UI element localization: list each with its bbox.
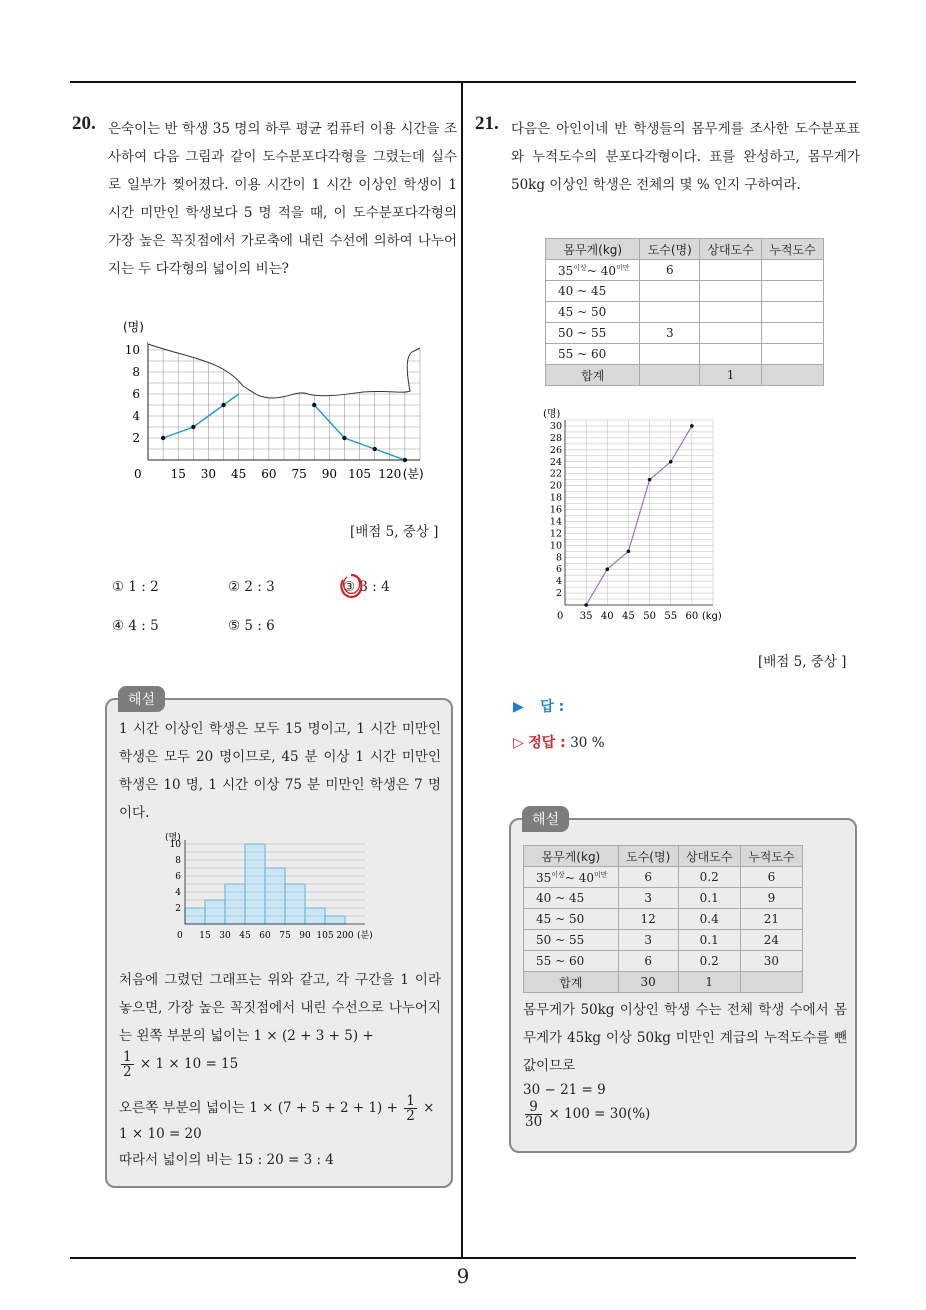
explain-paragraph-2: 30 − 21 = 9 — [523, 1082, 606, 1098]
y-tick-label: 4 — [555, 576, 562, 588]
y-axis-label: (명) — [165, 833, 181, 843]
x-tick-label: 40 — [600, 611, 614, 622]
y-tick-label: 2 — [555, 588, 562, 600]
choice-3-value: 3 : 4 — [359, 579, 390, 595]
q20-explanation-box — [105, 698, 453, 1188]
y-tick-label: 28 — [549, 432, 562, 444]
data-point — [648, 478, 652, 482]
table-row: 45 ~ 50 — [546, 302, 824, 323]
data-point — [342, 436, 346, 440]
x-tick-label: 120 — [378, 467, 402, 481]
x-tick-label: 15 — [170, 467, 186, 481]
x-tick-label: 105 — [348, 467, 372, 481]
table-row: 55 ~ 60 — [546, 344, 824, 365]
data-point — [312, 403, 316, 407]
x-tick-label: 35 — [579, 611, 593, 622]
choice-4[interactable]: ④ 4 : 5 — [112, 618, 159, 634]
explain-paragraph-1: 몸무게가 50kg 이상인 학생 수는 전체 학생 수에서 몸무게가 45kg 이상 50kg 미만인 계급의 누적도수를 뺀 값이므로 — [523, 1002, 847, 1074]
x-tick-label: 15 — [199, 931, 211, 941]
x-tick-label: 45 — [231, 467, 247, 481]
y-tick-label: 22 — [549, 468, 562, 480]
x-tick-label: 55 — [664, 611, 678, 622]
data-point — [690, 424, 694, 428]
x-tick-label: 0 — [557, 611, 564, 622]
x-tick-label: 0 — [134, 467, 142, 481]
data-point — [669, 460, 673, 464]
x-tick-label: 60 — [685, 611, 699, 622]
q20-histogram — [167, 832, 417, 952]
header-cumulative: 누적도수 — [762, 239, 824, 260]
x-axis-label: (분) — [357, 931, 373, 941]
table-row: 50 ~ 55 3 — [546, 323, 824, 344]
correct-label: 정답 : — [528, 735, 566, 751]
data-point — [584, 603, 588, 607]
header-frequency: 도수(명) — [640, 239, 700, 260]
question-21 — [475, 115, 860, 199]
y-axis-label: (명) — [123, 320, 144, 334]
fraction-half: $\frac{1}{2}$ — [123, 1049, 132, 1080]
histogram-bar — [325, 916, 345, 924]
q21-explanation-box — [509, 818, 857, 1153]
data-point — [161, 436, 165, 440]
y-tick-label: 14 — [549, 516, 562, 528]
data-point — [627, 549, 631, 553]
x-tick-label: 60 — [259, 931, 271, 941]
x-tick-label: 30 — [200, 467, 217, 481]
y-tick-label: 18 — [549, 492, 562, 504]
x-tick-label: 105 — [316, 931, 334, 941]
y-tick-label: 10 — [549, 540, 562, 552]
y-tick-label: 8 — [555, 552, 562, 564]
y-tick-label: 10 — [169, 840, 181, 850]
page-number: 9 — [456, 1264, 470, 1288]
table-row: 40 ~ 45 — [546, 281, 824, 302]
y-tick-label: 10 — [124, 343, 140, 357]
explain-paragraph-3: $\frac{9}{30}$ × 100 = 30(%) — [525, 1099, 651, 1130]
x-tick-label: 90 — [321, 467, 337, 481]
q20-polygon-chart — [118, 318, 438, 488]
x-tick-label: 200 — [336, 931, 354, 941]
x-tick-label: 50 — [643, 611, 656, 622]
torn-area — [148, 340, 420, 398]
x-tick-label: 75 — [279, 931, 291, 941]
top-rule — [70, 81, 856, 83]
question-number: 21. — [475, 113, 499, 134]
y-tick-label: 24 — [549, 456, 562, 468]
table-total-row: 합계 1 — [546, 365, 824, 386]
column-divider — [461, 83, 463, 1258]
y-tick-label: 6 — [555, 564, 562, 576]
y-tick-label: 30 — [549, 420, 562, 432]
x-tick-label: 90 — [299, 931, 311, 941]
triangle-outline-icon: ▷ — [513, 735, 524, 751]
table-row: 40 ~ 45 3 0.1 9 — [524, 888, 803, 909]
histogram-bar — [265, 868, 285, 924]
answer-row — [513, 695, 689, 716]
answer-label: 답 : — [540, 699, 565, 715]
y-tick-label: 4 — [132, 409, 140, 423]
header-weight: 몸무게(kg) — [546, 239, 640, 260]
table-row: $35^{이상}\sim$ $40^{미만}$ 6 — [546, 260, 824, 281]
q21-score: [배점 5, 중상 ] — [758, 654, 847, 670]
y-tick-label: 6 — [175, 872, 181, 882]
table-row: 45 ~ 50 12 0.4 21 — [524, 909, 803, 930]
question-20 — [72, 115, 457, 283]
y-tick-label: 2 — [132, 431, 140, 445]
data-point — [403, 458, 407, 462]
header-cumulative: 누적도수 — [740, 846, 802, 867]
question-number: 20. — [72, 113, 96, 134]
fraction-9-30: $\frac{9}{30}$ — [525, 1099, 543, 1130]
correct-value: 30 % — [570, 735, 605, 751]
y-tick-label: 8 — [132, 365, 140, 379]
y-tick-label: 12 — [549, 528, 562, 540]
y-tick-label: 2 — [175, 904, 181, 914]
explain-paragraph-3: $\frac{1}{2}$ × 1 × 10 = 15 — [123, 1049, 239, 1080]
choice-5[interactable]: ⑤ 5 : 6 — [228, 618, 275, 634]
table-row: 55 ~ 60 6 0.2 30 — [524, 951, 803, 972]
x-tick-label: 0 — [177, 931, 183, 941]
y-tick-label: 8 — [175, 856, 181, 866]
y-tick-label: 6 — [132, 387, 140, 401]
table-total-row: 합계 30 1 — [524, 972, 803, 993]
header-relative: 상대도수 — [678, 846, 740, 867]
table-row: 50 ~ 55 3 0.1 24 — [524, 930, 803, 951]
data-point — [372, 447, 376, 451]
x-tick-label: 75 — [291, 467, 307, 481]
question-text: 다음은 아인이네 반 학생들의 몸무게를 조사한 도수분포표와 누적도수의 분포다각형이다. 표를 완성하고, 몸무게가 50kg 이상인 학생은 전체의 몇 % 인지 구하여라. — [511, 121, 860, 193]
q21-solution-table — [523, 845, 803, 993]
red-circle-mark-icon — [338, 572, 364, 600]
x-tick-label: 45 — [239, 931, 251, 941]
choice-3-mark: ③ — [343, 579, 356, 595]
bottom-rule — [70, 1257, 856, 1259]
x-axis-label: (kg) — [701, 611, 722, 622]
explain-paragraph-4: 오른쪽 부분의 넓이는 1 × (7 + 5 + 2 + 1) + $\frac{1}{2}$ × — [119, 1093, 435, 1124]
data-point — [221, 403, 225, 407]
header-frequency: 도수(명) — [618, 846, 678, 867]
q21-frequency-table — [545, 238, 824, 386]
data-point — [605, 567, 609, 571]
explain-paragraph-1: 1 시간 이상인 학생은 모두 15 명이고, 1 시간 미만인 학생은 모두 20 명이므로, 45 분 이상 1 시간 미만인 학생은 10 명, 1 시간 이상 75 분 미만인 학생은 7 명이다. — [119, 721, 441, 821]
y-tick-label: 16 — [549, 504, 562, 516]
data-point — [191, 425, 195, 429]
y-tick-label: 4 — [175, 888, 181, 898]
fraction-half-2: $\frac{1}{2}$ — [406, 1093, 415, 1124]
table-row: $35^{이상}\sim$ $40^{미만}$ 6 0.2 6 — [524, 867, 803, 888]
explain-paragraph-5: 따라서 넓이의 비는 15 : 20 = 3 : 4 — [119, 1152, 334, 1168]
histogram-bar — [205, 900, 225, 924]
play-triangle-icon: ▶ — [513, 699, 524, 715]
q20-score: [배점 5, 중상 ] — [350, 524, 439, 540]
answer-input[interactable] — [569, 695, 689, 711]
x-axis-label: (분) — [402, 467, 424, 481]
y-axis-label: (명) — [543, 409, 561, 420]
y-tick-label: 20 — [549, 480, 562, 492]
q21-explain-tag: 해설 — [522, 806, 569, 832]
histogram-bar — [285, 884, 305, 924]
header-weight: 몸무게(kg) — [524, 846, 619, 867]
q20-explain-tag: 해설 — [118, 686, 165, 712]
q21-cumulative-chart — [535, 405, 735, 625]
x-tick-label: 60 — [261, 467, 277, 481]
explain-paragraph-4b: 1 × 10 = 20 — [119, 1126, 202, 1142]
choice-1[interactable]: ① 1 : 2 — [112, 579, 159, 595]
correct-answer-row — [513, 732, 605, 752]
question-text: 은숙이는 반 학생 35 명의 하루 평균 컴퓨터 이용 시간을 조사하여 다음 그림과 같이 도수분포다각형을 그렸는데 실수로 일부가 찢어졌다. 이용 시간이 1 시간 이상인 학생이 1 시간 미만인 학생보다 5 명 적을 때, 이 도수분포다각형의 가장 높은 꼭짓점에서 가로축에 내린 수선에 의하여 나누어지는 두 다각형의 넓이의 비는? — [108, 121, 457, 277]
x-tick-label: 45 — [622, 611, 635, 622]
x-tick-label: 30 — [219, 931, 231, 941]
histogram-bar — [225, 884, 245, 924]
explain-paragraph-2: 처음에 그렸던 그래프는 위와 같고, 각 구간을 1 이라 놓으면, 가장 높은 꼭짓점에서 내린 수선으로 나누어지는 왼쪽 부분의 넓이는 1 × (2 + 3 + 5) + — [119, 972, 441, 1044]
choice-2[interactable]: ② 2 : 3 — [228, 579, 275, 595]
y-tick-label: 26 — [549, 444, 562, 456]
header-relative: 상대도수 — [700, 239, 762, 260]
